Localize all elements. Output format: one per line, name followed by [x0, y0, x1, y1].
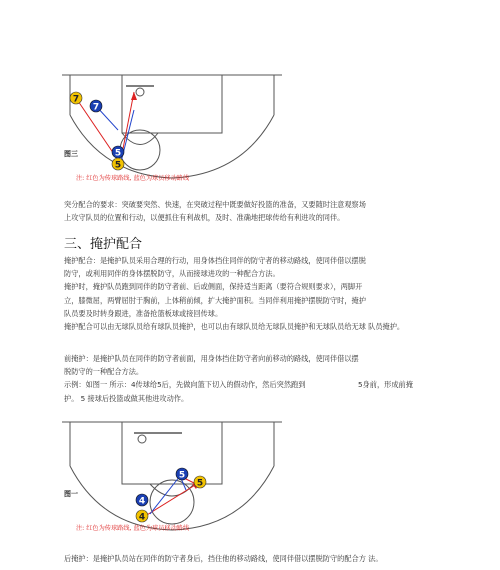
- text-line: 掩护时，掩护队员跑到同伴的防守者前、后或侧面，保持适当距离（要符合规则要求），两脚开: [64, 282, 363, 292]
- player-marker: [194, 476, 206, 489]
- pass-route-line: [122, 92, 134, 154]
- player-marker: [176, 468, 188, 481]
- player-marker: [70, 92, 82, 105]
- example-text-b: 5身前，形成前掩: [358, 380, 413, 390]
- figure-label: 图一: [64, 489, 78, 498]
- player-marker: [112, 146, 124, 159]
- paragraph-screen-definition: [64, 254, 444, 333]
- text-line: 立，膝微屈，两臂屈肘于胸前，上体稍前倾，扩大掩护面积。当同伴利用掩护摆脱防守时，掩护: [64, 295, 366, 305]
- example-line: [64, 378, 444, 391]
- court-diagram-figure-3: [62, 70, 282, 185]
- move-route-line: [150, 476, 180, 514]
- text-line: 脱防守的一种配合方法。: [64, 367, 144, 377]
- court-diagram-figure-1: [62, 418, 282, 540]
- player-marker: [136, 494, 148, 507]
- player-marker: [90, 100, 102, 113]
- player-marker: [136, 510, 148, 523]
- svg-text:4: 4: [138, 496, 146, 507]
- text-line: 护。 5 接球后投篮或做其他进攻动作。: [64, 393, 189, 403]
- figure-caption: 注: 红色为传球路线, 蓝色为球员移动路线: [76, 175, 190, 182]
- text-line: 前掩护：是掩护队员在同伴的防守者前面，用身体挡住防守者向前移动的路线，使同伴借以摆: [64, 354, 359, 363]
- svg-text:5: 5: [196, 478, 204, 489]
- figure-caption: 注: 红色为传球路线, 蓝色为球员移动路线: [76, 525, 190, 532]
- svg-text:7: 7: [72, 94, 80, 105]
- example-text-a: 示例：如图一 所示：4传球给5后，先做向篮下切入的假动作，然后突然跑到: [64, 380, 306, 390]
- figure-label: 图三: [64, 149, 78, 158]
- text-line: 上攻守队员的位置和行动，以便抓住有利战机，及时、准确地把球传给有利进攻的同伴。: [64, 213, 345, 223]
- svg-text:5: 5: [114, 160, 122, 171]
- paragraph-front-screen: [64, 352, 444, 405]
- paragraph-back-screen: [64, 552, 444, 565]
- svg-text:4: 4: [138, 512, 146, 523]
- svg-text:5: 5: [178, 470, 186, 481]
- text-line: 防守，或利用同伴的身体摆脱防守，从而接球进攻的一种配合方法。: [64, 269, 280, 279]
- text-line: 后掩护：是掩护队员站在同伴的防守者身后，挡住他的移动路线，使同伴借以摆脱防守的配合方 法。: [64, 554, 383, 563]
- paragraph-breakthrough-requirements: [64, 198, 444, 224]
- text-line: 队员要及时转身跟进，准备抢篮板球或接回传球。: [64, 308, 223, 318]
- text-line: 突分配合的要求：突破要突然、快速，在突破过程中既要做好投篮的准备，又要随时注意观察场: [64, 200, 366, 209]
- player-marker: [112, 158, 124, 171]
- svg-text:5: 5: [114, 148, 122, 159]
- section-heading: 三、掩护配合: [64, 237, 143, 252]
- text-line: 掩护配合：是掩护队员采用合理的行动，用身体挡住同伴的防守者的移动路线，使同伴借以摆脱: [64, 256, 366, 265]
- text-line: 掩护配合可以由无球队员给有球队员掩护，也可以由有球队员给无球队员掩护和无球队员给无球 队员掩护。: [64, 322, 405, 332]
- svg-text:7: 7: [92, 102, 100, 113]
